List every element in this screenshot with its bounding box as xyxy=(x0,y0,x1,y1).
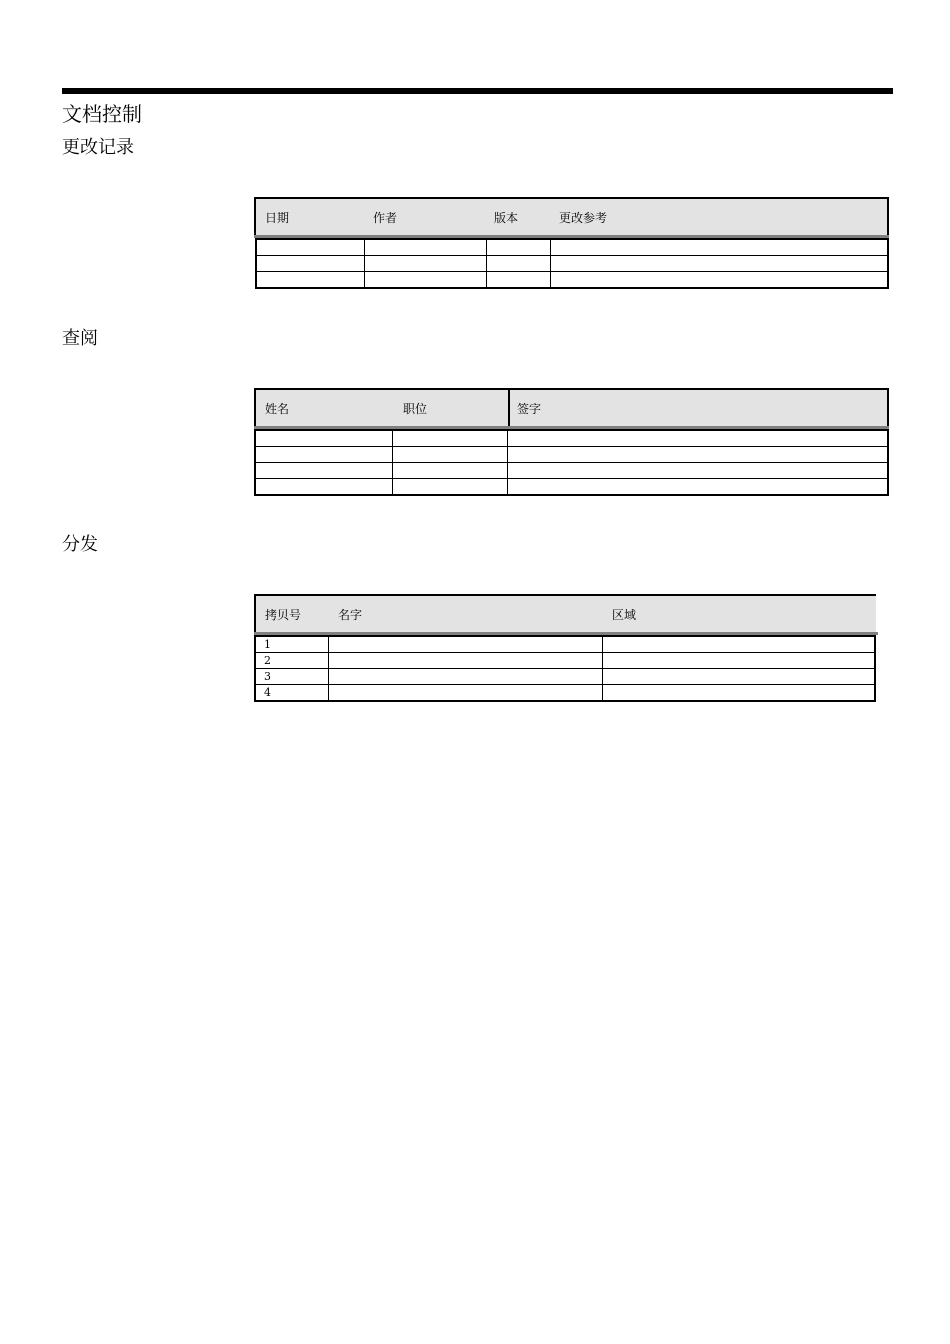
column-header-author: 作者 xyxy=(373,210,398,225)
change-log-table xyxy=(255,238,889,289)
table-cell[interactable] xyxy=(328,653,602,669)
table-cell[interactable] xyxy=(550,256,888,272)
table-cell[interactable] xyxy=(364,272,486,289)
table-cell[interactable] xyxy=(550,239,888,256)
table-cell[interactable] xyxy=(328,636,602,653)
table-row xyxy=(255,636,875,653)
table-cell[interactable] xyxy=(602,669,875,685)
distribution-header xyxy=(254,594,876,632)
column-header-copy-number: 拷贝号 xyxy=(265,607,302,622)
table-cell[interactable] xyxy=(550,272,888,289)
column-header-name: 姓名 xyxy=(265,401,290,416)
column-header-area: 区域 xyxy=(612,607,637,622)
top-rule xyxy=(62,88,893,94)
table-cell[interactable] xyxy=(328,669,602,685)
table-cell[interactable]: 1 xyxy=(255,636,328,653)
table-cell[interactable] xyxy=(256,239,364,256)
table-cell[interactable] xyxy=(507,463,888,479)
table-cell[interactable] xyxy=(507,430,888,447)
table-cell[interactable] xyxy=(256,256,364,272)
table-cell[interactable] xyxy=(486,239,550,256)
column-header-signature: 签字 xyxy=(508,390,541,426)
table-cell[interactable] xyxy=(602,685,875,702)
change-log-heading: 更改记录 xyxy=(62,137,134,158)
table-row xyxy=(255,463,888,479)
table-cell[interactable] xyxy=(255,447,392,463)
table-cell[interactable] xyxy=(328,685,602,702)
table-cell[interactable] xyxy=(392,479,507,496)
table-row xyxy=(255,479,888,496)
table-row xyxy=(255,430,888,447)
distribution-heading: 分发 xyxy=(62,534,98,555)
table-cell[interactable] xyxy=(364,239,486,256)
column-header-name: 名字 xyxy=(338,607,363,622)
table-row xyxy=(256,272,888,289)
table-cell[interactable] xyxy=(256,272,364,289)
table-row xyxy=(255,447,888,463)
table-cell[interactable]: 4 xyxy=(255,685,328,702)
table-cell[interactable] xyxy=(255,479,392,496)
table-row xyxy=(255,653,875,669)
document-title: 文档控制 xyxy=(62,102,142,126)
table-cell[interactable] xyxy=(507,447,888,463)
table-cell[interactable]: 2 xyxy=(255,653,328,669)
table-cell[interactable] xyxy=(392,447,507,463)
table-row xyxy=(256,256,888,272)
review-header xyxy=(254,388,889,426)
table-cell[interactable] xyxy=(392,463,507,479)
column-header-date: 日期 xyxy=(265,210,290,225)
table-cell[interactable] xyxy=(602,653,875,669)
column-header-version: 版本 xyxy=(494,210,519,225)
distribution-table xyxy=(254,635,876,702)
table-cell[interactable] xyxy=(392,430,507,447)
column-header-position: 职位 xyxy=(403,401,428,416)
table-cell[interactable] xyxy=(507,479,888,496)
table-row xyxy=(255,685,875,702)
change-log-header xyxy=(254,197,889,235)
table-row xyxy=(256,239,888,256)
review-table xyxy=(254,429,889,496)
table-cell[interactable] xyxy=(255,430,392,447)
table-cell[interactable] xyxy=(602,636,875,653)
table-cell[interactable] xyxy=(255,463,392,479)
table-cell[interactable] xyxy=(486,256,550,272)
table-cell[interactable]: 3 xyxy=(255,669,328,685)
column-header-change-reference: 更改参考 xyxy=(559,210,608,225)
review-heading: 查阅 xyxy=(62,328,98,349)
table-row xyxy=(255,669,875,685)
table-cell[interactable] xyxy=(364,256,486,272)
table-cell[interactable] xyxy=(486,272,550,289)
